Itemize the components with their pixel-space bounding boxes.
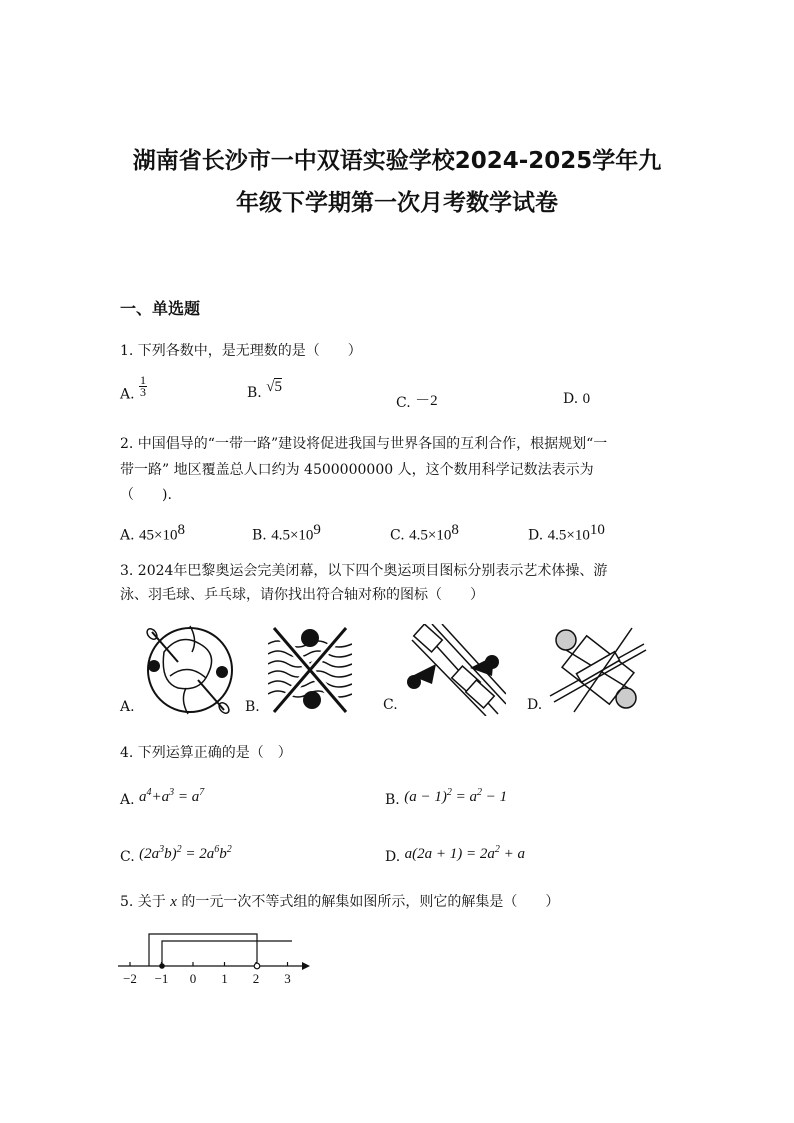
exam-title-line2: 年级下学期第一次月考数学试卷 (236, 190, 558, 216)
number-line-tick-label: −1 (154, 971, 169, 986)
question-2-option-d: D. $4.5\times 10^{10}$ (528, 522, 605, 544)
formula-d: $a(2a + 1) = 2a^2 + a$ (404, 844, 526, 862)
question-3-option-c: C. (383, 697, 398, 713)
question-1-option-b (247, 379, 282, 402)
option-label: C. (120, 849, 135, 865)
fraction: $\frac{1}{3}$ (140, 373, 147, 399)
number-line-figure (112, 928, 322, 988)
option-label: C. (396, 395, 411, 411)
option-label: D. (385, 849, 401, 865)
question-1-option-a (120, 373, 147, 406)
swimming-icon (268, 624, 352, 716)
closed-point (159, 963, 165, 969)
number-line-tick-label: 1 (221, 971, 228, 986)
formula-b: $(a - 1)^2 = a^2 - 1$ (404, 787, 508, 805)
option-label: B. (247, 385, 262, 401)
question-4-option-c (120, 844, 232, 866)
question-1-option-d: D. 0 (563, 391, 591, 407)
question-1-stem: 1. 下列各数中，是无理数的是（ ） (120, 343, 362, 359)
question-3-option-b: B. (245, 699, 260, 715)
question-3-option-d: D. (527, 697, 543, 713)
option-label: A. (120, 386, 135, 403)
formula-c: $(2a^3b)^2 = 2a^6b^2$ (139, 844, 232, 862)
open-point (254, 963, 260, 969)
question-2-option-a: A. $45\times 10^8$ (120, 522, 185, 544)
range-lower-bound-marker (162, 941, 292, 966)
option-label: D. (563, 391, 579, 407)
number-line-tick-label: 2 (252, 971, 260, 986)
question-2-line2: 带一路” 地区覆盖总人口约为 4500000000 人，这个数用科学记数法表示为 (120, 462, 594, 478)
axis-arrow (302, 962, 310, 970)
table-tennis-icon (548, 626, 648, 714)
option-label: B. (252, 527, 267, 544)
question-4-option-a (120, 787, 205, 809)
question-3-line2: 泳、羽毛球、乒乓球，请你找出符合轴对称的图标（ ） (120, 587, 484, 603)
option-label: A. (120, 792, 135, 808)
question-2-line3: （ ). (120, 487, 172, 503)
number-line-tick-label: 3 (284, 971, 291, 986)
option-label: B. (385, 792, 400, 808)
question-2-option-c: C. $4.5\times 10^8$ (390, 522, 459, 544)
number-line-tick-label: −2 (123, 971, 137, 986)
question-3-option-a: A. (120, 699, 135, 715)
question-3-line1: 3. 2024年巴黎奥运会完美闭幕，以下四个奥运项目图标分别表示艺术体操、游 (120, 563, 608, 579)
sqrt-expression: √5 (266, 379, 282, 395)
question-4-stem: 4. 下列运算正确的是（ ） (120, 745, 292, 761)
question-2-line1: 2. 中国倡导的“一带一路”建设将促进我国与世界各国的互利合作，根据规划“一 (120, 436, 608, 452)
option-label: D. (528, 527, 544, 544)
question-5-stem: 5. 关于 x 的一元一次不等式组的解集如图所示，则它的解集是（ ） (120, 894, 560, 910)
question-1-option-c: C. －2 (396, 393, 438, 411)
range-upper-bound-marker (149, 934, 257, 966)
option-label: A. (120, 527, 135, 544)
question-4-option-b (385, 787, 508, 809)
badminton-icon (402, 624, 506, 716)
question-4-option-d (385, 844, 526, 866)
formula-a: $a^4+a^3 = a^7$ (139, 787, 205, 805)
section-heading: 一、单选题 (120, 299, 201, 318)
exam-title-line1: 湖南省长沙市一中双语实验学校2024-2025学年九 (132, 148, 662, 174)
gymnastics-icon (140, 622, 240, 718)
option-label: C. (390, 527, 405, 544)
question-2-option-b: B. $4.5\times 10^9$ (252, 522, 321, 544)
number-line-tick-label: 0 (189, 971, 197, 986)
